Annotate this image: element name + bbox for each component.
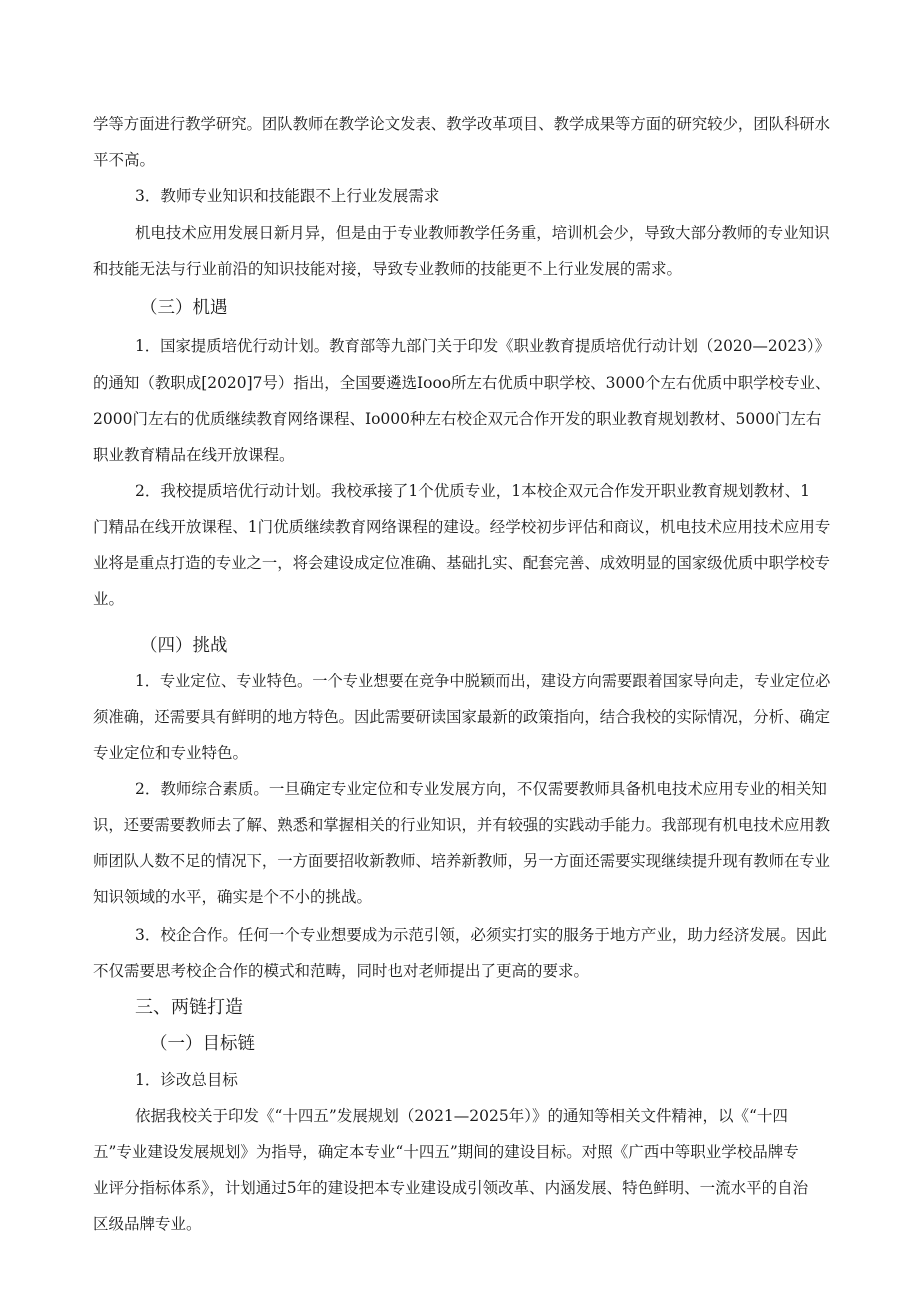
para-line: 业将是重点打造的专业之一，将会建设成定位准确、基础扎实、配套完善、成效明显的国家级优质中职学校专 [93,554,831,572]
para-line: 2．我校提质培优行动计划。我校承接了1个优质专业，1本校企双元合作发开职业教育规划教材、1 [135,482,810,500]
para-line: 2．教师综合素质。一旦确定专业定位和专业发展方向，不仅需要教师具备机电技术应用专业的相关知 [135,780,827,798]
para-line: 五”专业建设发展规划》为指导，确定本专业“十四五”期间的建设目标。对照《广西中等职业学校品牌专 [93,1143,799,1161]
para-line: 的通知（教职成[2020]7号）指出，全国要遴选Iooo所左右优质中职学校、3000个左右优质中职学校专业、 [93,374,831,392]
para-line: 2000门左右的优质继续教育网络课程、Io000种左右校企双元合作开发的职业教育规划教材、5000门左右 [93,410,822,428]
section-heading: （三）机遇 [140,298,228,318]
para-line: 门精品在线开放课程、1门优质继续教育网络课程的建设。经学校初步评估和商议，机电技术应用技术应用专 [93,518,831,536]
subsection-heading: 1．诊改总目标 [135,1071,238,1089]
para-line: 机电技术应用发展日新月异，但是由于专业教师教学任务重，培训机会少，导致大部分教师的专业知识 [135,224,830,242]
subsection-heading: 3．教师专业知识和技能跟不上行业发展需求 [135,187,440,205]
para-line: 职业教育精品在线开放课程。 [93,446,295,464]
para-line: 区级品牌专业。 [93,1215,202,1233]
para-line: 依据我校关于印发《“十四五”发展规划（2021—2025年）》的通知等相关文件精神，以《“十四 [135,1107,788,1125]
para-line: 和技能无法与行业前沿的知识技能对接，导致专业教师的技能更不上行业发展的需求。 [93,260,683,278]
para-line: 须准确，还需要具有鲜明的地方特色。因此需要研读国家最新的政策指向，结合我校的实际情况，分析、确定 [93,708,831,726]
para-line: 1．国家提质培优行动计划。教育部等九部门关于印发《职业教育提质培优行动计划（2020—2023）》 [135,337,830,355]
para-line: 平不高。 [93,151,156,169]
para-line: 不仅需要思考校企合作的模式和范畴，同时也对老师提出了更高的要求。 [93,962,590,980]
chapter-heading: 三、两链打造 [135,997,243,1018]
para-line: 学等方面进行教学研究。团队教师在教学论文发表、教学改革项目、教学成果等方面的研究较少，团队科研水 [93,115,831,133]
para-line: 业。 [93,590,125,608]
para-line: 1．专业定位、专业特色。一个专业想要在竞争中脱颖而出，建设方向需要跟着国家导向走，专业定位必 [135,672,831,690]
para-line: 专业定位和专业特色。 [93,744,249,762]
para-line: 识，还要需要教师去了解、熟悉和掌握相关的行业知识，并有较强的实践动手能力。我部现有机电技术应用教 [93,816,831,834]
para-line: 业评分指标体系》，计划通过5年的建设把本专业建设成引领改革、内涵发展、特色鲜明、一流水平的自治 [93,1179,809,1197]
para-line: 3．校企合作。任何一个专业想要成为示范引领，必须实打实的服务于地方产业，助力经济发展。因此 [135,926,827,944]
section-heading: （四）挑战 [140,636,228,656]
section-heading: （一）目标链 [150,1034,255,1054]
para-line: 师团队人数不足的情况下，一方面要招收新教师、培养新教师，另一方面还需要实现继续提升现有教师在专业 [93,852,831,870]
para-line: 知识领域的水平，确实是个不小的挑战。 [93,888,373,906]
